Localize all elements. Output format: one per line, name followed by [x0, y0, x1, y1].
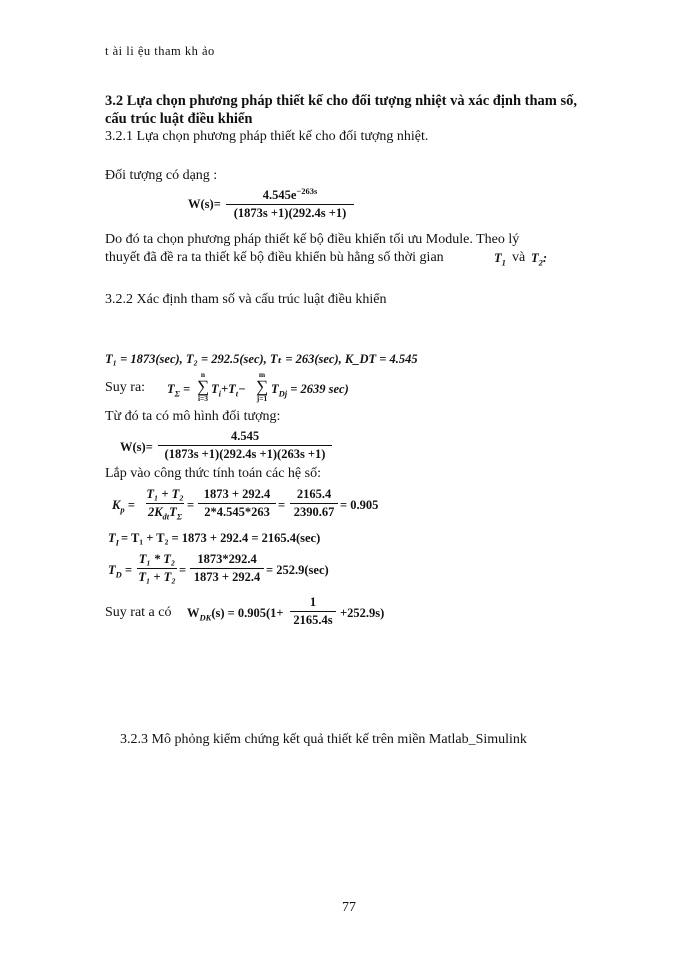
kp-f1-den: $2K_{dt}T_\Sigma$ [147, 505, 183, 522]
kp-f2-num: 1873 + 292.4 [203, 487, 271, 501]
kp-fraction-3 [290, 487, 338, 520]
tz-lhs: $T_\Sigma$ = [167, 382, 191, 399]
t2-symbol: $T_2$: [531, 251, 548, 268]
paragraph-line1: Do đó ta chọn phương pháp thiết kế bộ điều khiển tối ưu Module. Theo lý [105, 232, 520, 247]
subsection-3-2-2: 3.2.2 Xác định tham số và cấu trúc luật điều khiển [105, 292, 387, 307]
page-number: 77 [342, 900, 356, 915]
model-text: Từ đó ta có mô hình đối tượng: [105, 409, 281, 424]
wdk-end: +252.9s) [340, 606, 385, 620]
coefficient-text: Lắp vào công thức tính toán các hệ số: [105, 466, 321, 481]
page-header: t ài li ệu tham kh ảo [105, 44, 215, 58]
fraction-bar [146, 503, 184, 504]
td-fraction-1 [137, 552, 177, 585]
sum-symbol-2: m ∑ j=1 [255, 370, 269, 403]
td-f2-den: 1873 + 292.4 [193, 570, 261, 584]
wdk-f-den: 2165.4s [293, 613, 333, 627]
ws-denominator: (1873s +1)(292.4s +1) [233, 206, 347, 221]
fraction-bar [158, 445, 332, 446]
kp-f2-den: 2*4.545*263 [204, 505, 270, 519]
fraction-bar [190, 568, 264, 569]
subsection-3-2-1: 3.2.1 Lựa chọn phương pháp thiết kế cho đối tượng nhiệt. [105, 129, 429, 144]
t1-symbol: $T_1$ [494, 251, 506, 268]
kp-f3-num: 2165.4 [296, 487, 332, 501]
wdk-f-num: 1 [309, 595, 317, 609]
ws-label: W(s)= [188, 197, 221, 211]
fraction-bar [290, 611, 336, 612]
td-fraction-2 [190, 552, 264, 585]
kp-lhs: $K_p$ = [112, 498, 135, 515]
suy-ra-co: Suy rat a có [105, 605, 172, 620]
ws2-label: W(s)= [120, 440, 153, 454]
sum-result: $T_{Dj} = 2639$ sec) [271, 382, 349, 399]
and-word: và [512, 250, 526, 265]
fraction-bar [290, 503, 338, 504]
fraction-bar [137, 568, 177, 569]
td-lhs: $T_D$ = [108, 563, 133, 580]
fraction-bar [226, 204, 354, 205]
kp-fraction-1 [146, 487, 184, 522]
object-form-label: Đối tượng có dạng : [105, 168, 218, 183]
td-f1-den: T₁ + T₂ [138, 570, 176, 584]
subsection-3-2-3: 3.2.3 Mô phỏng kiểm chứng kết quả thiết kế trên miền Matlab_Simulink [120, 732, 527, 747]
fraction-bar [198, 503, 276, 504]
equals-3: = [179, 563, 187, 577]
paragraph-line2: thuyết đã đề ra ta thiết kế bộ điều khiển bù hằng số thời gian [105, 250, 444, 265]
ti-line: = T₁ + T₂ = 1873 + 292.4 = 2165.4(sec) [121, 531, 321, 545]
section-heading-line2: cấu trúc luật điều khiển [105, 111, 253, 127]
ti-lhs: $T_I$ [108, 531, 119, 548]
sum-terms: $T_i+T_t-$ [211, 382, 246, 399]
ws-fraction [226, 186, 354, 221]
td-result: = 252.9(sec) [266, 563, 329, 577]
parameter-line: T₁ = 1873(sec), T₂ = 292.5(sec), Tₜ = 263(sec), K_DT = 4.545 [105, 352, 418, 366]
wdk-fraction [290, 595, 336, 628]
td-f1-num: T₁ * T₂ [138, 552, 176, 566]
sum-symbol-1: n ∑ i=3 [196, 370, 210, 403]
ws2-numerator: 4.545 [230, 429, 260, 443]
section-heading-line1: 3.2 Lựa chọn phương pháp thiết kế cho đối tượng nhiệt và xác định tham số, [105, 93, 578, 109]
kp-f3-den: 2390.67 [293, 505, 335, 519]
kp-result: = 0.905 [340, 498, 379, 512]
kp-f1-num: T₁ + T₂ [146, 487, 184, 501]
ws2-fraction [158, 429, 332, 462]
wdk-lhs: $W_{DK}(s) = 0.905(1+$ [187, 606, 284, 623]
td-f2-num: 1873*292.4 [197, 552, 257, 566]
kp-fraction-2 [198, 487, 276, 520]
equals-2: = [278, 498, 286, 512]
ws-numerator: $4.545e^{-263s}$ [262, 186, 318, 203]
equals-1: = [187, 498, 195, 512]
suy-ra-label: Suy ra: [105, 380, 146, 395]
ws2-denominator: (1873s +1)(292.4s +1)(263s +1) [164, 447, 326, 461]
